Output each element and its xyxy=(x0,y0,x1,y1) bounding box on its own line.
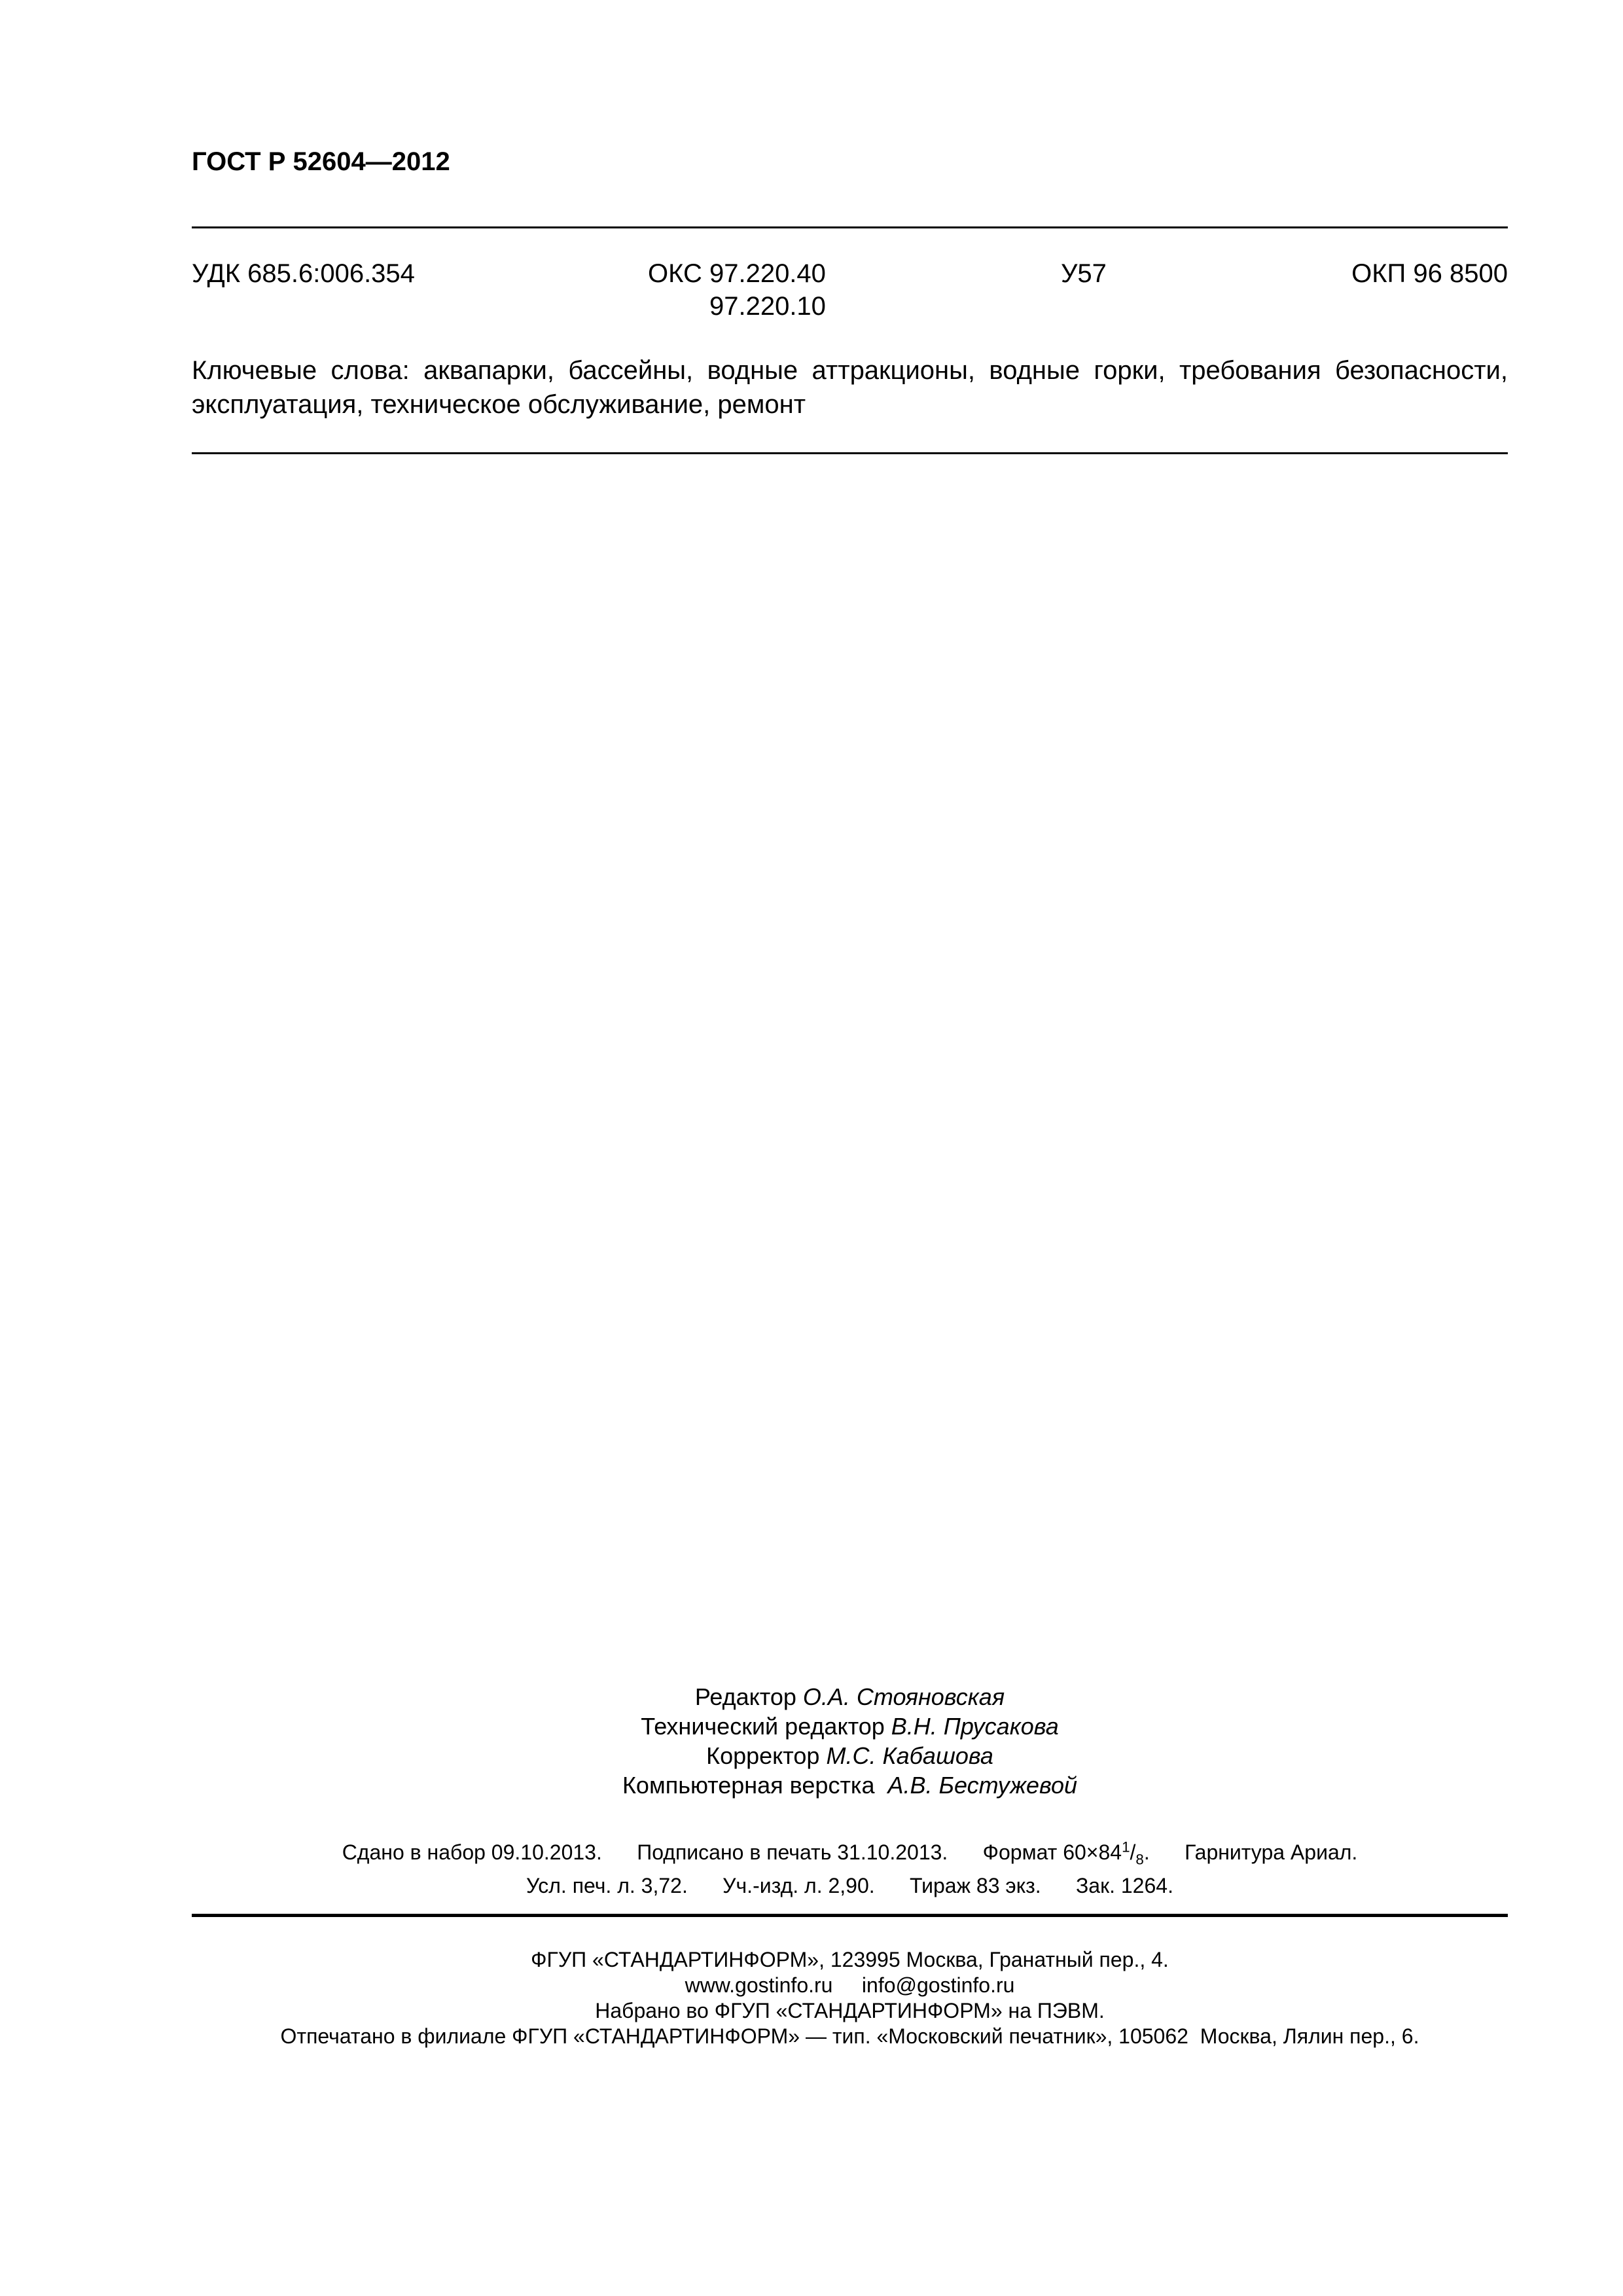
publisher-website: www.gostinfo.ru xyxy=(685,1973,833,1997)
keywords-divider xyxy=(192,452,1508,454)
publisher-address: ФГУП «СТАНДАРТИНФОРМ», 123995 Москва, Гранатный пер., 4. xyxy=(531,1948,1169,1971)
publisher-contacts xyxy=(192,1973,1508,1998)
standard-code: ГОСТ Р 52604—2012 xyxy=(192,147,450,176)
typeset-info: Набрано во ФГУП «СТАНДАРТИНФОРМ» на ПЭВМ. xyxy=(595,1999,1105,2022)
oks-code-1: ОКС 97.220.40 xyxy=(648,259,826,288)
layout-role: Компьютерная верстка xyxy=(622,1772,875,1799)
tech-editor-role: Технический редактор xyxy=(641,1713,885,1740)
layout-name: А.В. Бестужевой xyxy=(887,1772,1078,1799)
oks-code-2: 97.220.10 xyxy=(709,292,826,321)
editor-line xyxy=(192,1682,1508,1712)
oks-codes xyxy=(648,257,826,323)
typeface: Гарнитура Ариал. xyxy=(1185,1840,1358,1864)
print-info-line-2 xyxy=(192,1871,1508,1900)
circulation: Тираж 83 экз. xyxy=(909,1874,1041,1897)
publisher-divider xyxy=(192,1914,1508,1917)
publisher-email: info@gostinfo.ru xyxy=(861,1973,1015,1997)
credits-block xyxy=(192,1682,1508,1800)
printing-house: Отпечатано в филиале ФГУП «СТАНДАРТИНФОРМ» — тип. «Московский печатник», 105062 Москва, Лялин пер., 6. xyxy=(280,2024,1419,2048)
paper-format: Формат $60\times 84^1/_8$. xyxy=(982,1839,1150,1868)
signed-date: Подписано в печать 31.10.2013. xyxy=(637,1840,948,1864)
corrector-role: Корректор xyxy=(706,1742,820,1769)
submitted-date: Сдано в набор 09.10.2013. xyxy=(342,1840,602,1864)
tech-editor-name: В.Н. Прусакова xyxy=(891,1713,1059,1740)
tech-editor-line xyxy=(192,1712,1508,1741)
corrector-name: М.С. Кабашова xyxy=(826,1742,993,1769)
okp-code: ОКП 96 8500 xyxy=(1351,259,1508,288)
layout-line xyxy=(192,1770,1508,1800)
top-divider xyxy=(192,226,1508,228)
udk-code: УДК 685.6:006.354 xyxy=(192,259,415,288)
print-info-line-1 xyxy=(192,1838,1508,1867)
editor-role: Редактор xyxy=(694,1683,796,1710)
u-code: У57 xyxy=(1061,259,1107,288)
publisher-block xyxy=(192,1947,1508,2049)
editor-name: О.А. Стояновская xyxy=(802,1683,1005,1710)
edition-sheets: Уч.-изд. л. 2,90. xyxy=(722,1874,875,1897)
print-sheets: Усл. печ. л. 3,72. xyxy=(526,1874,688,1897)
corrector-line xyxy=(192,1741,1508,1770)
order-number: Зак. 1264. xyxy=(1075,1874,1173,1897)
keywords: Ключевые слова: аквапарки, бассейны, водные аттракционы, водные горки, требования безопасности, эксплуатация, техническое обслуживание, ремонт xyxy=(192,356,1508,419)
